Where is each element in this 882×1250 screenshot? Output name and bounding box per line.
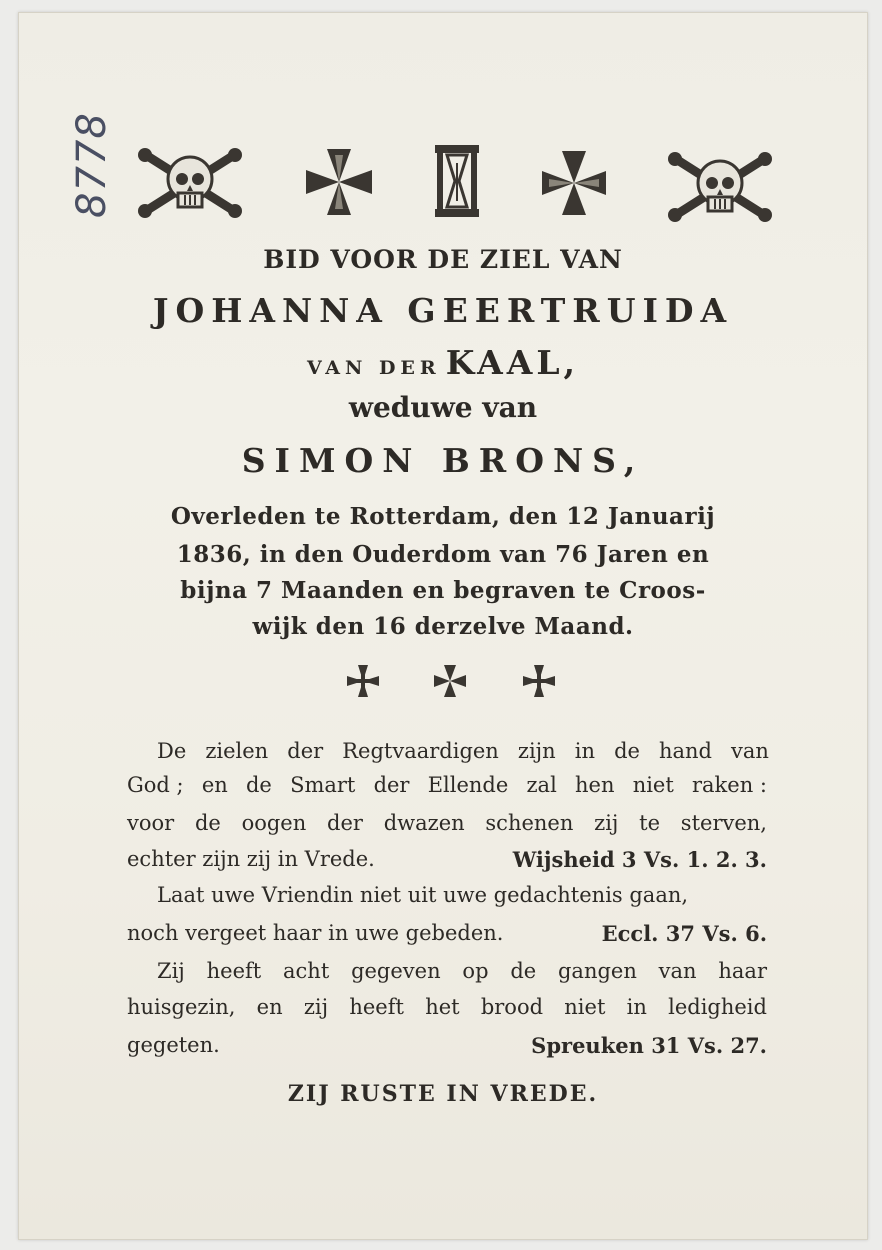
verse-line <box>127 1033 767 1058</box>
hourglass-icon <box>433 143 481 219</box>
verse-text: echter zijn zij in Vrede. <box>127 847 375 871</box>
verse-word: hand <box>658 739 712 763</box>
verse-line: Laat uwe Vriendin niet uit uwe gedachtenis gaan, <box>157 883 689 907</box>
verse-word: der <box>287 739 324 763</box>
verse-word: zij <box>594 811 619 835</box>
verse-word: zielen <box>205 739 269 763</box>
verse-word: zij <box>303 995 329 1019</box>
prayer-heading: BID VOOR DE ZIEL VAN <box>263 245 623 274</box>
verse-word: het <box>425 995 460 1019</box>
cross-icon <box>521 663 557 699</box>
maltese-cross-icon <box>541 149 607 217</box>
verse-line <box>127 921 767 946</box>
verse-word: Ellende <box>427 773 509 797</box>
obituary-line: Overleden te Rotterdam, den 12 Januarij <box>170 503 716 530</box>
skull-crossbones-icon <box>135 143 245 223</box>
verse-word: schenen <box>485 811 574 835</box>
cross-icon <box>345 663 381 699</box>
verse-text: noch vergeet haar in uwe gebeden. <box>127 921 504 945</box>
verse-word: dwazen <box>383 811 465 835</box>
widow-of-label: weduwe van <box>348 391 538 424</box>
verse-word: en <box>201 773 228 797</box>
maltese-cross-icon <box>305 147 373 217</box>
verse-word: Zij <box>157 959 185 983</box>
verse-word: in <box>626 995 647 1019</box>
verse-word: God ; <box>127 773 184 797</box>
verse-word: hen <box>575 773 615 797</box>
verse-word: in <box>574 739 596 763</box>
verse-word: zijn <box>517 739 556 763</box>
skull-crossbones-icon <box>665 147 775 227</box>
verse-word: De <box>157 739 187 763</box>
verse-word: der <box>373 773 410 797</box>
verse-word: huisgezin, <box>127 995 236 1019</box>
verse-word: de <box>194 811 221 835</box>
handwritten-number: 8778 <box>69 112 115 218</box>
scripture-reference: Wijsheid 3 Vs. 1. 2. 3. <box>512 847 767 872</box>
verse-word: en <box>256 995 283 1019</box>
deceased-surname <box>19 343 867 382</box>
husband-name: SIMON BRONS, <box>241 441 645 480</box>
verse-line <box>127 811 767 835</box>
verse-word: zal <box>526 773 557 797</box>
verse-word: gegeven <box>351 959 441 983</box>
verse-word: te <box>639 811 661 835</box>
surname-main: KAAL, <box>445 343 580 382</box>
obituary-line: 1836, in den Ouderdom van 76 Jaren en <box>176 541 710 568</box>
verse-word: heeft <box>349 995 404 1019</box>
verse-word: raken : <box>692 773 767 797</box>
verse-line <box>127 847 767 872</box>
verse-line <box>157 739 769 763</box>
verse-word: haar <box>718 959 767 983</box>
scripture-reference: Eccl. 37 Vs. 6. <box>601 921 767 946</box>
verse-word: sterven, <box>680 811 767 835</box>
closing-line: ZIJ RUSTE IN VREDE. <box>287 1081 599 1107</box>
verse-word: de <box>614 739 640 763</box>
verse-word: Regtvaardigen <box>342 739 499 763</box>
verse-text: gegeten. <box>127 1033 220 1057</box>
verse-word: Smart <box>290 773 356 797</box>
verse-word: heeft <box>206 959 262 983</box>
obituary-line: bijna 7 Maanden en begraven te Croos- <box>180 577 706 604</box>
verse-word: van <box>731 739 769 763</box>
verse-word: acht <box>283 959 330 983</box>
verse-word: de <box>510 959 537 983</box>
verse-word: brood <box>480 995 544 1019</box>
cross-divider <box>19 663 867 703</box>
ornament-row <box>19 143 867 233</box>
verse-word: voor <box>127 811 175 835</box>
verse-word: ledigheid <box>668 995 767 1019</box>
verse-word: de <box>245 773 272 797</box>
verse-word: niet <box>632 773 674 797</box>
verse-word: op <box>462 959 489 983</box>
verse-word: van <box>658 959 697 983</box>
obituary-line: wijk den 16 derzelve Maand. <box>252 613 634 640</box>
verse-word: der <box>327 811 363 835</box>
verse-line <box>157 959 767 983</box>
scripture-reference: Spreuken 31 Vs. 27. <box>531 1033 767 1058</box>
deceased-first-names: JOHANNA GEERTRUIDA <box>152 291 734 330</box>
surname-prefix: VAN DER <box>306 357 441 379</box>
verse-word: niet <box>564 995 606 1019</box>
verse-word: gangen <box>557 959 637 983</box>
verse-line <box>127 773 767 797</box>
verse-line <box>127 995 767 1019</box>
verse-word: oogen <box>241 811 307 835</box>
prayer-card <box>18 12 868 1240</box>
cross-icon <box>432 663 468 699</box>
